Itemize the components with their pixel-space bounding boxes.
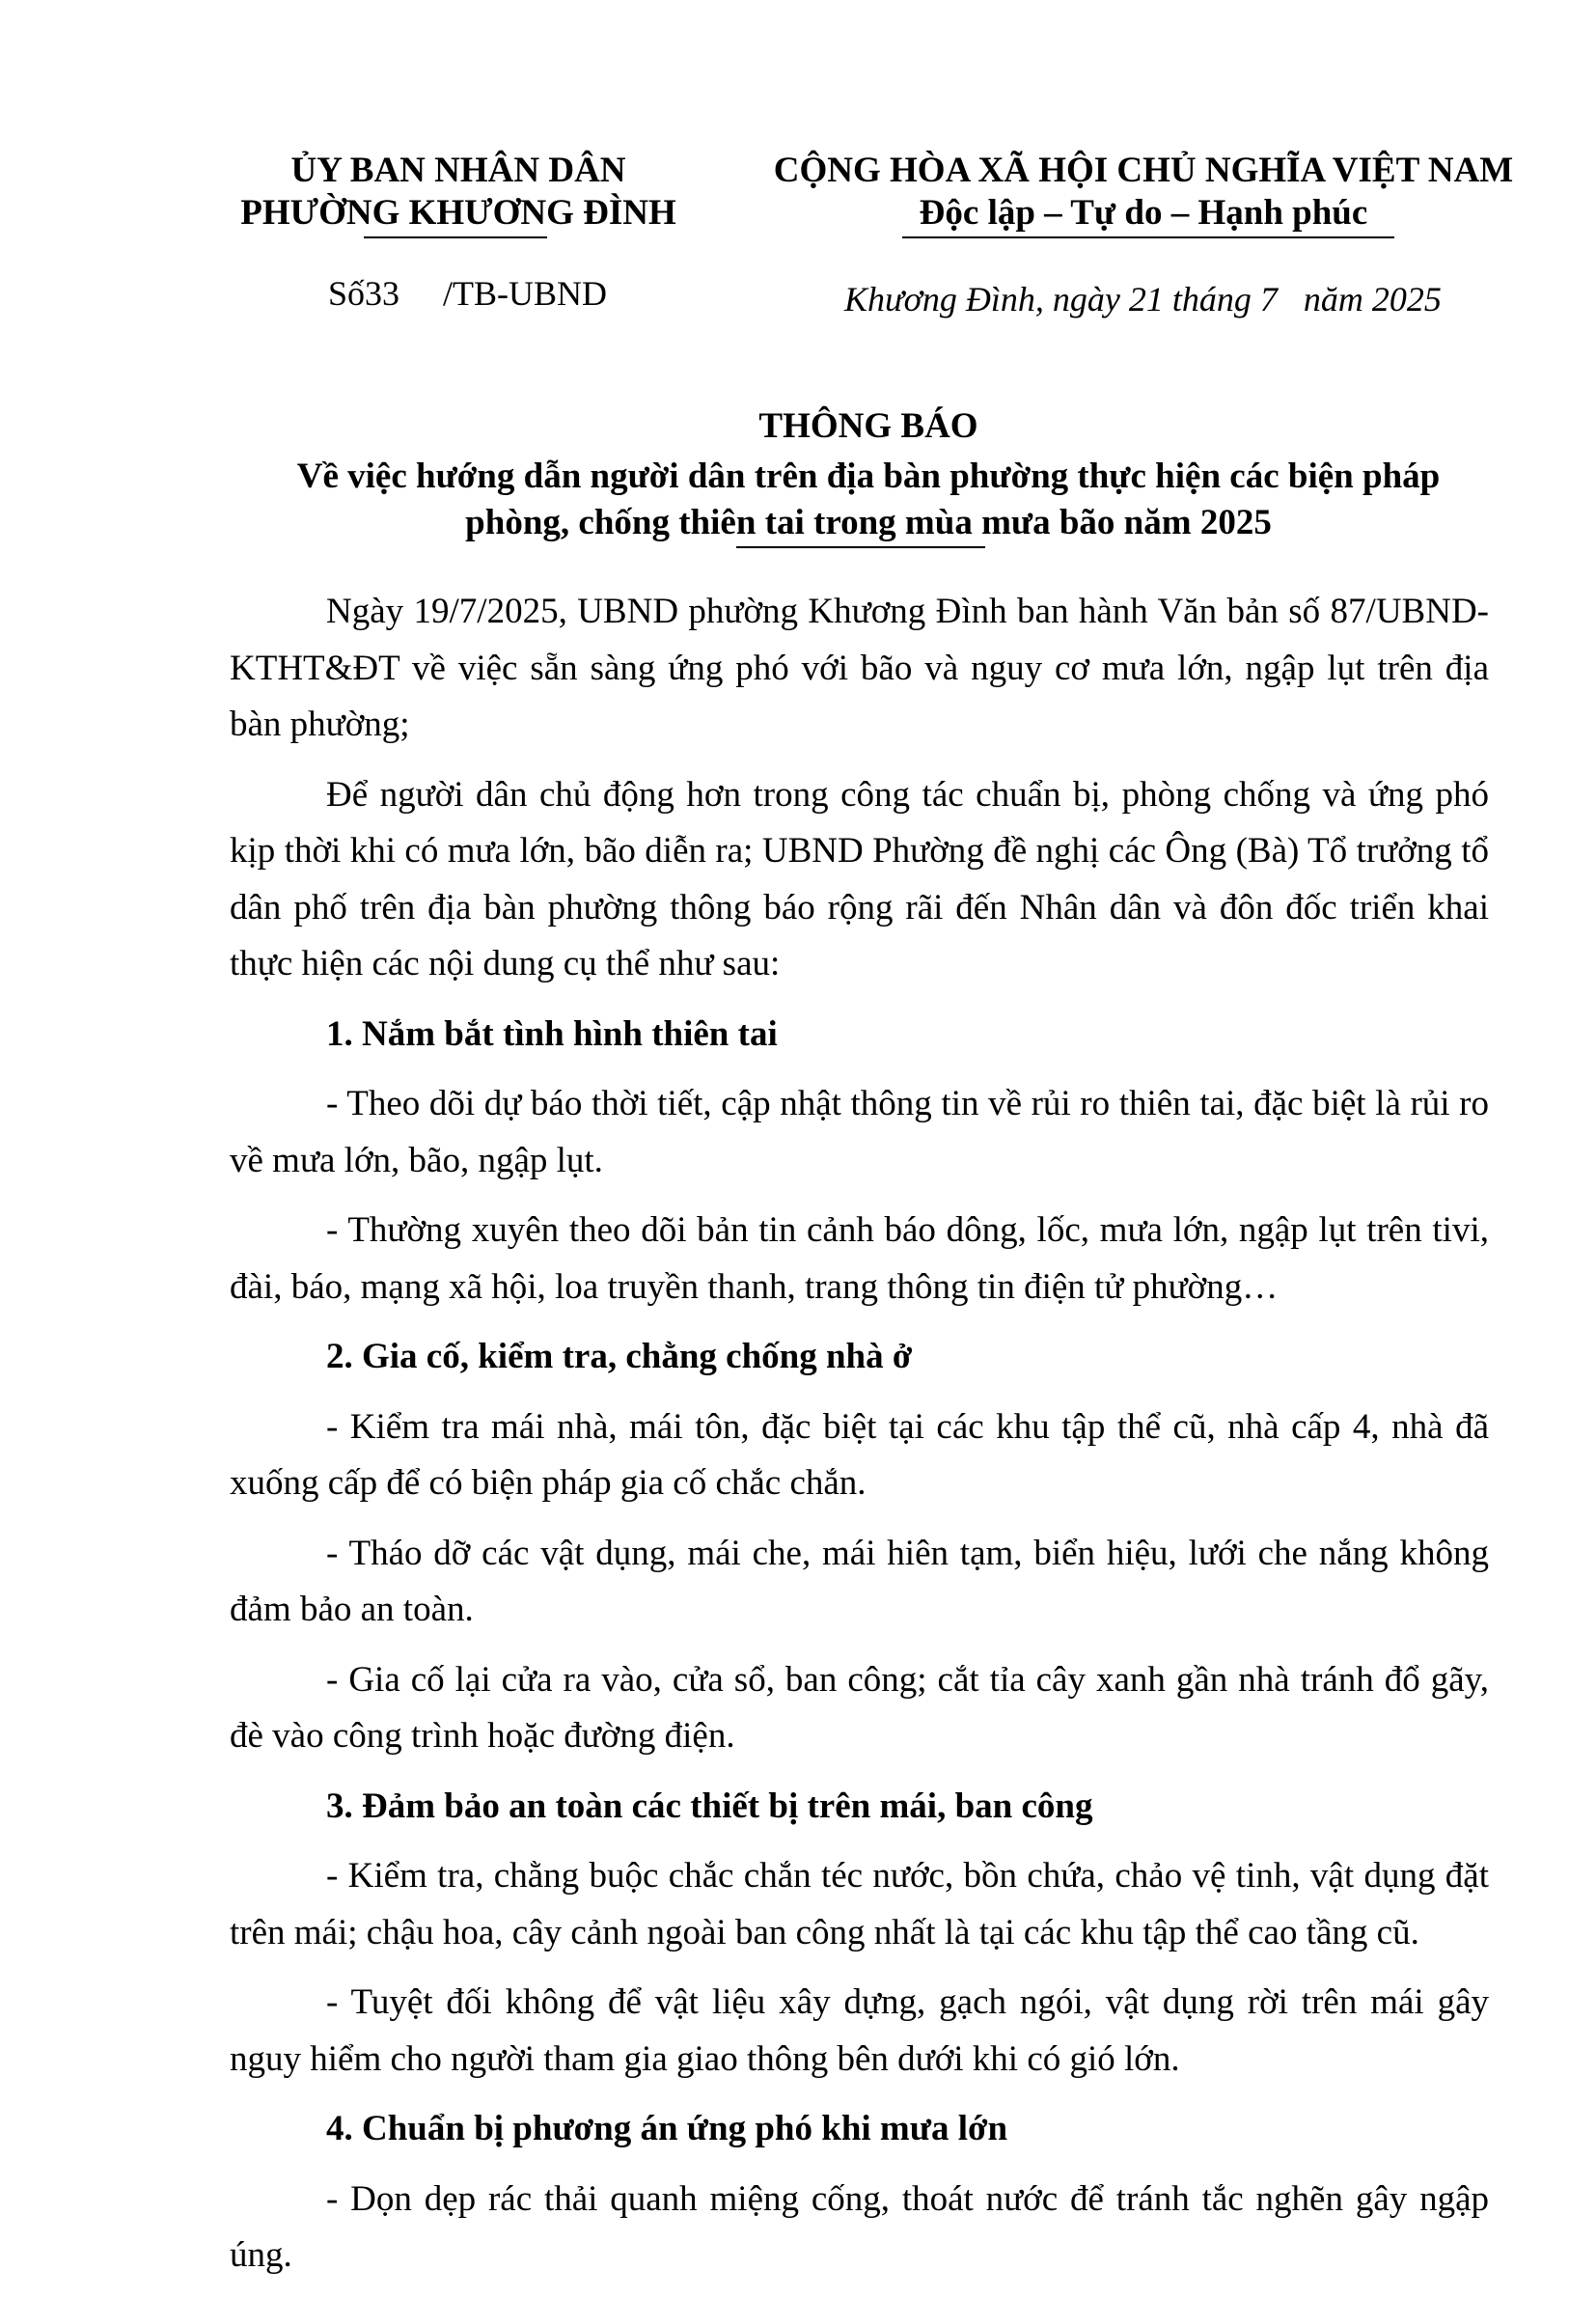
place-and-date: Khương Đình, ngày 21 tháng 7 năm 2025 [844, 280, 1442, 318]
section-3-heading: 3. Đảm bảo an toàn các thiết bị trên mái, ban công [326, 1786, 1093, 1826]
section-1-heading: 1. Nắm bắt tình hình thiên tai [326, 1013, 778, 1054]
section-1-item-2: - Thường xuyên theo dõi bản tin cảnh báo dông, lốc, mưa lớn, ngập lụt trên tivi, đài, báo, mạng xã hội, loa truyền thanh, trang thông tin điện tử phường… [230, 1210, 1489, 1307]
issuing-agency [183, 150, 733, 235]
national-motto [762, 150, 1525, 235]
section-2-item-3: - Gia cố lại cửa ra vào, cửa sổ, ban công; cắt tỉa cây xanh gần nhà tránh đổ gãy, đè vào công trình hoặc đường điện. [230, 1659, 1489, 1756]
section-2-heading: 2. Gia cố, kiểm tra, chằng chống nhà ở [326, 1337, 913, 1376]
section-3-item-1: - Kiểm tra, chằng buộc chắc chắn téc nước, bồn chứa, chảo vệ tinh, vật dụng đặt trên mái; chậu hoa, cây cảnh ngoài ban công nhất là tại các khu tập thể cao tầng cũ. [230, 1856, 1489, 1952]
motto: Độc lập – Tự do – Hạnh phúc [919, 193, 1368, 233]
title-main: THÔNG BÁO [758, 406, 978, 446]
section-2-item-1: - Kiểm tra mái nhà, mái tôn, đặc biệt tại các khu tập thể cũ, nhà cấp 4, nhà đã xuống cấp để có biện pháp gia cố chắc chắn. [230, 1406, 1489, 1503]
section-4-item-1: - Dọn dẹp rác thải quanh miệng cống, thoát nước để tránh tắc nghẽn gây ngập úng. [230, 2178, 1489, 2275]
section-4-heading: 4. Chuẩn bị phương án ứng phó khi mưa lớn [326, 2109, 1008, 2148]
intro-paragraph-1: Ngày 19/7/2025, UBND phường Khương Đình ban hành Văn bản số 87/UBND-KTHT&ĐT về việc sẵn sàng ứng phó với bão và nguy cơ mưa lớn, ngập lụt trên địa bàn phường; [230, 592, 1489, 744]
agency-line-1: ỦY BAN NHÂN DÂN [290, 151, 626, 190]
agency-line-2: PHƯỜNG KHƯƠNG ĐÌNH [240, 193, 676, 233]
title-subject-line-1: Về việc hướng dẫn người dân trên địa bàn phường thực hiện các biện pháp [296, 457, 1441, 496]
country-name: CỘNG HÒA XÃ HỘI CHỦ NGHĨA VIỆT NAM [773, 151, 1514, 190]
document-body [230, 584, 1489, 2298]
title-underline [736, 546, 985, 548]
section-3-item-2: - Tuyệt đối không để vật liệu xây dựng, gạch ngói, vật dụng rời trên mái gây nguy hiểm cho người tham gia giao thông bên dưới khi có gió lớn. [230, 1982, 1489, 2079]
motto-underline [902, 236, 1394, 238]
title-subject-line-2: phòng, chống thiên tai trong mùa mưa bão năm 2025 [465, 503, 1272, 542]
document-title [174, 405, 1563, 546]
agency-underline [364, 236, 547, 238]
intro-paragraph-2: Để người dân chủ động hơn trong công tác chuẩn bị, phòng chống và ứng phó kịp thời khi có mưa lớn, bão diễn ra; UBND Phường đề nghị các Ông (Bà) Tổ trưởng tổ dân phố trên địa bàn phường thông báo rộng rãi đến Nhân dân và đôn đốc triển khai thực hiện các nội dung cụ thể như sau: [230, 774, 1489, 983]
section-1-item-1: - Theo dõi dự báo thời tiết, cập nhật thông tin về rủi ro thiên tai, đặc biệt là rủi ro về mưa lớn, bão, ngập lụt. [230, 1084, 1489, 1180]
document-number: Số33 /TB-UBND [328, 274, 608, 313]
section-2-item-2: - Tháo dỡ các vật dụng, mái che, mái hiên tạm, biển hiệu, lưới che nắng không đảm bảo an toàn. [230, 1533, 1489, 1629]
